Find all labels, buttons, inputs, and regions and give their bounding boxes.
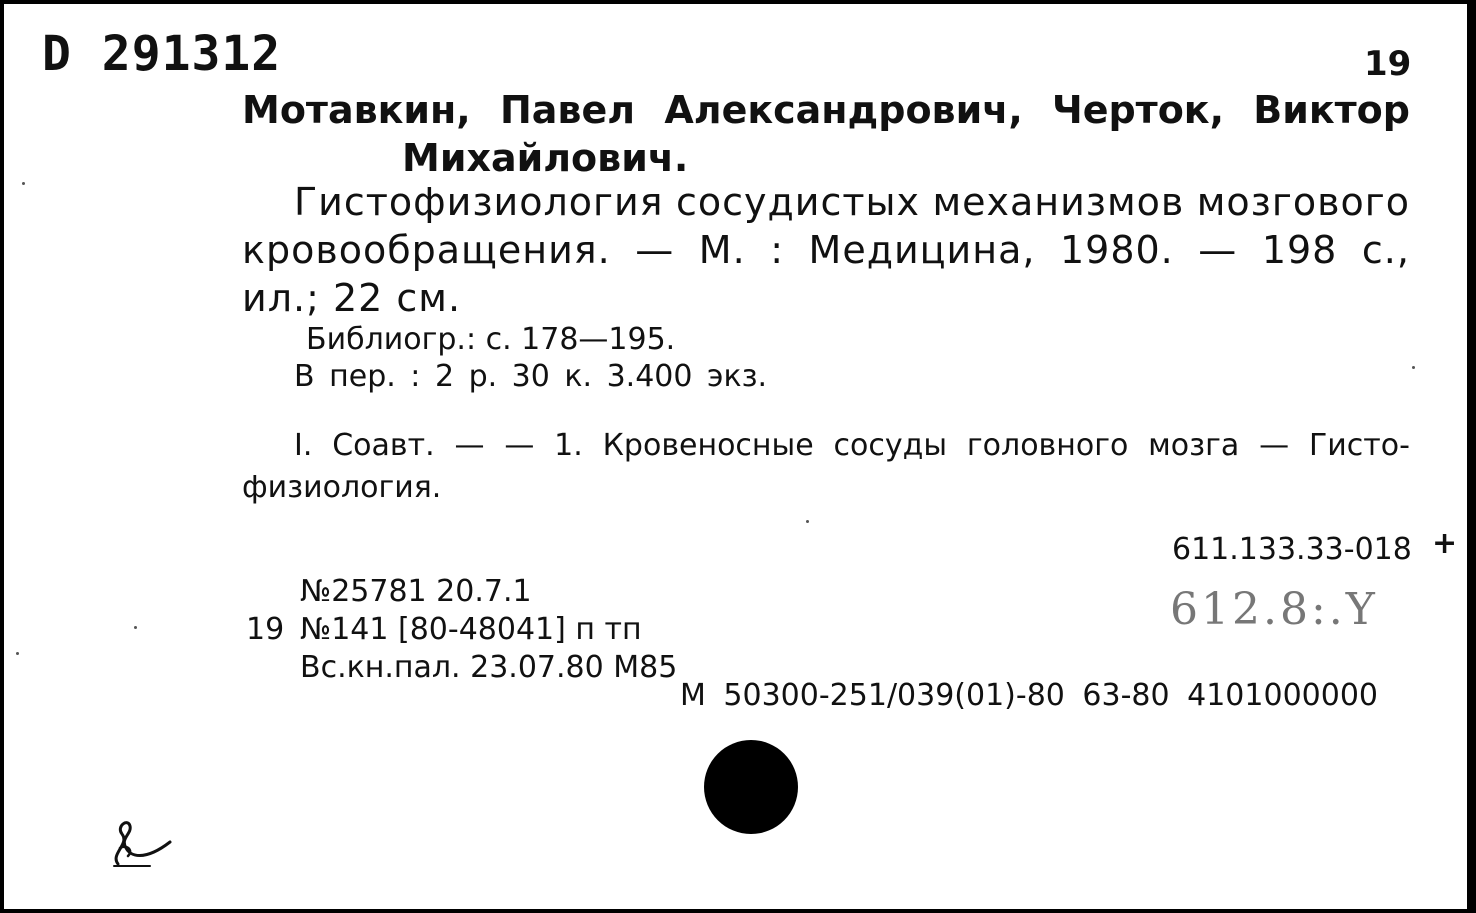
scribble-mark-icon bbox=[100, 804, 180, 874]
title-word: мозгового bbox=[1196, 180, 1410, 224]
subject-word: — bbox=[504, 428, 535, 463]
title-word: кровообращения. bbox=[242, 228, 611, 272]
book-chamber-line: Вс.кн.пал. 23.07.80 М85 bbox=[300, 650, 678, 685]
handwritten-pencil-note: 612.8:.Y bbox=[1170, 584, 1378, 635]
udc-classification: 611.133.33-018 bbox=[1172, 532, 1412, 567]
subject-word: I. bbox=[294, 428, 313, 463]
order-prefix: 19 bbox=[246, 612, 285, 647]
author-word: Александрович, bbox=[664, 88, 1023, 132]
title-word: — bbox=[635, 228, 675, 272]
title-word: : bbox=[770, 228, 784, 272]
author-word: Павел bbox=[499, 88, 636, 132]
authors-line-1 bbox=[242, 88, 1410, 132]
card-number: D 291312 bbox=[42, 26, 282, 82]
speck bbox=[1412, 366, 1415, 369]
author-word: Мотавкин, bbox=[242, 88, 471, 132]
subject-word: — bbox=[1259, 428, 1290, 463]
subject-word: 1. bbox=[554, 428, 583, 463]
register-number: №25781 20.7.1 bbox=[300, 574, 532, 609]
udc-mark: + bbox=[1432, 526, 1458, 561]
author-word: Черток, bbox=[1051, 88, 1225, 132]
title-line-2 bbox=[242, 228, 1410, 272]
card-count: 19 bbox=[1364, 44, 1412, 84]
title-line-1 bbox=[294, 180, 1410, 224]
subject-word: головного bbox=[966, 428, 1129, 463]
title-word: 198 bbox=[1261, 228, 1338, 272]
title-line-3: ил.; 22 см. bbox=[242, 276, 462, 320]
order-line: №141 [80-48041] п тп bbox=[300, 612, 642, 647]
subject-word: — bbox=[454, 428, 485, 463]
speck bbox=[806, 520, 809, 523]
subject-word: сосуды bbox=[833, 428, 948, 463]
subject-headings-line-1 bbox=[294, 428, 1410, 463]
title-word: М. bbox=[698, 228, 746, 272]
title-word: — bbox=[1198, 228, 1238, 272]
title-word: Гистофизиология bbox=[294, 180, 664, 224]
title-word: Медицина, bbox=[808, 228, 1036, 272]
title-word: с., bbox=[1361, 228, 1410, 272]
speck bbox=[22, 182, 25, 185]
title-word: механизмов bbox=[932, 180, 1185, 224]
author-word: Виктор bbox=[1253, 88, 1410, 132]
title-word: 1980. bbox=[1059, 228, 1174, 272]
punch-hole bbox=[704, 740, 798, 834]
subject-word: мозга bbox=[1148, 428, 1240, 463]
subject-word: Соавт. bbox=[332, 428, 435, 463]
authors-line-2: Михайлович. bbox=[402, 136, 689, 180]
subject-word: Гисто- bbox=[1308, 428, 1410, 463]
bibliography-note: Библиогр.: с. 178—195. bbox=[306, 322, 676, 357]
subject-headings-line-2: физиология. bbox=[242, 470, 442, 505]
price-and-print-run: В пер. : 2 р. 30 к. 3.400 экз. bbox=[294, 359, 768, 394]
title-word: сосудистых bbox=[675, 180, 920, 224]
subject-word: Кровеносные bbox=[602, 428, 814, 463]
publication-code: М 50300-251/039(01)-80 63-80 4101000000 bbox=[680, 678, 1379, 713]
speck bbox=[134, 626, 137, 629]
speck bbox=[16, 652, 19, 655]
